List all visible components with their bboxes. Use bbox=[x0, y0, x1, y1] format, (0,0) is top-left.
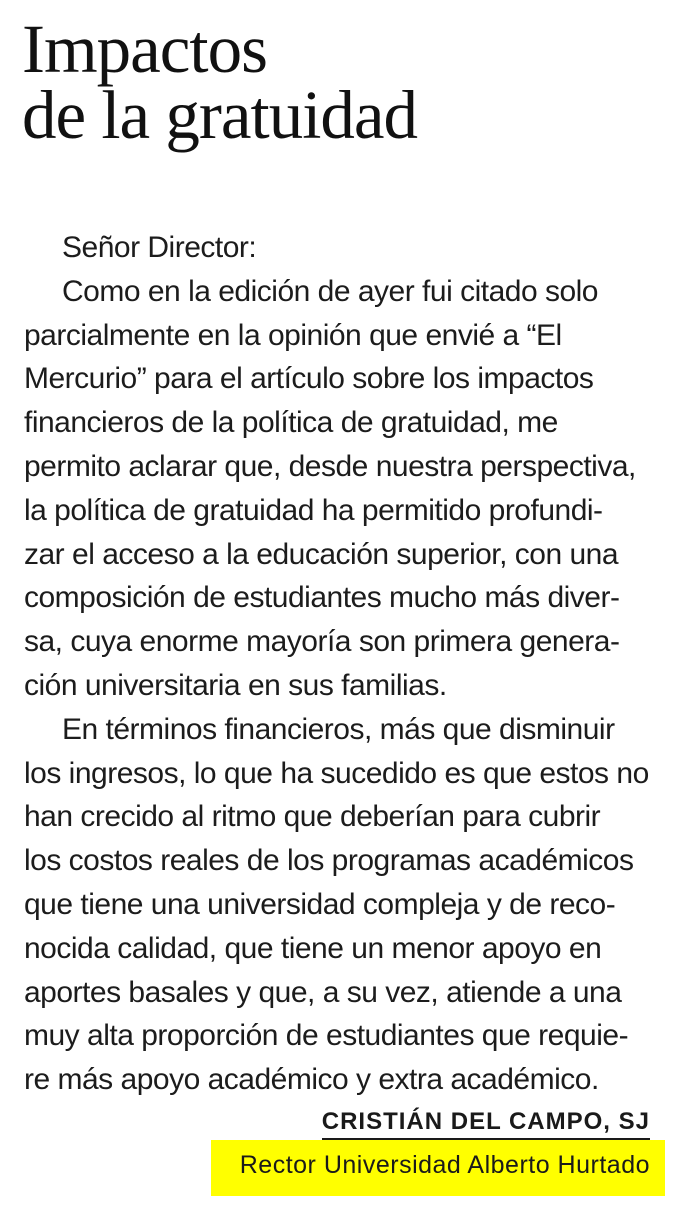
letter-line: que tiene una universidad compleja y de reco- bbox=[24, 887, 616, 921]
headline bbox=[22, 11, 662, 153]
letter-line: muy alta proporción de estudiantes que requie- bbox=[24, 1019, 629, 1053]
letter-line: zar el acceso a la educación superior, con una bbox=[24, 537, 619, 571]
letter-line: permito aclarar que, desde nuestra perspectiva, bbox=[24, 449, 636, 483]
letter-line: En términos financieros, más que disminuir bbox=[62, 712, 615, 746]
letter-line: ción universitaria en sus familias. bbox=[24, 668, 447, 702]
letter-line: re más apoyo académico y extra académico. bbox=[24, 1063, 599, 1097]
letter-line: financieros de la política de gratuidad, me bbox=[24, 406, 558, 440]
letter-line: la política de gratuidad ha permitido profundi- bbox=[24, 493, 603, 527]
letter-line: aportes basales y que, a su vez, atiende a una bbox=[24, 975, 622, 1009]
letter-line: han crecido al ritmo que deberían para cubrir bbox=[24, 800, 601, 834]
letter-line: nocida calidad, que tiene un menor apoyo en bbox=[24, 931, 602, 965]
letter-line: composición de estudiantes mucho más diver- bbox=[24, 581, 620, 615]
letter-body bbox=[24, 226, 654, 1102]
letter-salutation: Señor Director: bbox=[62, 231, 257, 264]
letter-line: parcialmente en la opinión que envié a “El bbox=[24, 318, 562, 352]
letter-line: los ingresos, lo que ha sucedido es que estos no bbox=[24, 756, 649, 790]
letter-line: Como en la edición de ayer fui citado solo bbox=[62, 274, 598, 308]
letter-line: sa, cuya enorme mayoría son primera genera- bbox=[24, 625, 620, 659]
headline-line-2: de la gratuidad bbox=[22, 77, 417, 153]
letter-line: Mercurio” para el artículo sobre los impactos bbox=[24, 362, 594, 396]
signature-affiliation: Rector Universidad Alberto Hurtado bbox=[239, 1151, 650, 1179]
letter-line: los costos reales de los programas académicos bbox=[24, 844, 634, 878]
headline-line-1: Impactos bbox=[22, 11, 267, 87]
signature-name: CRISTIÁN DEL CAMPO, SJ bbox=[322, 1108, 650, 1140]
